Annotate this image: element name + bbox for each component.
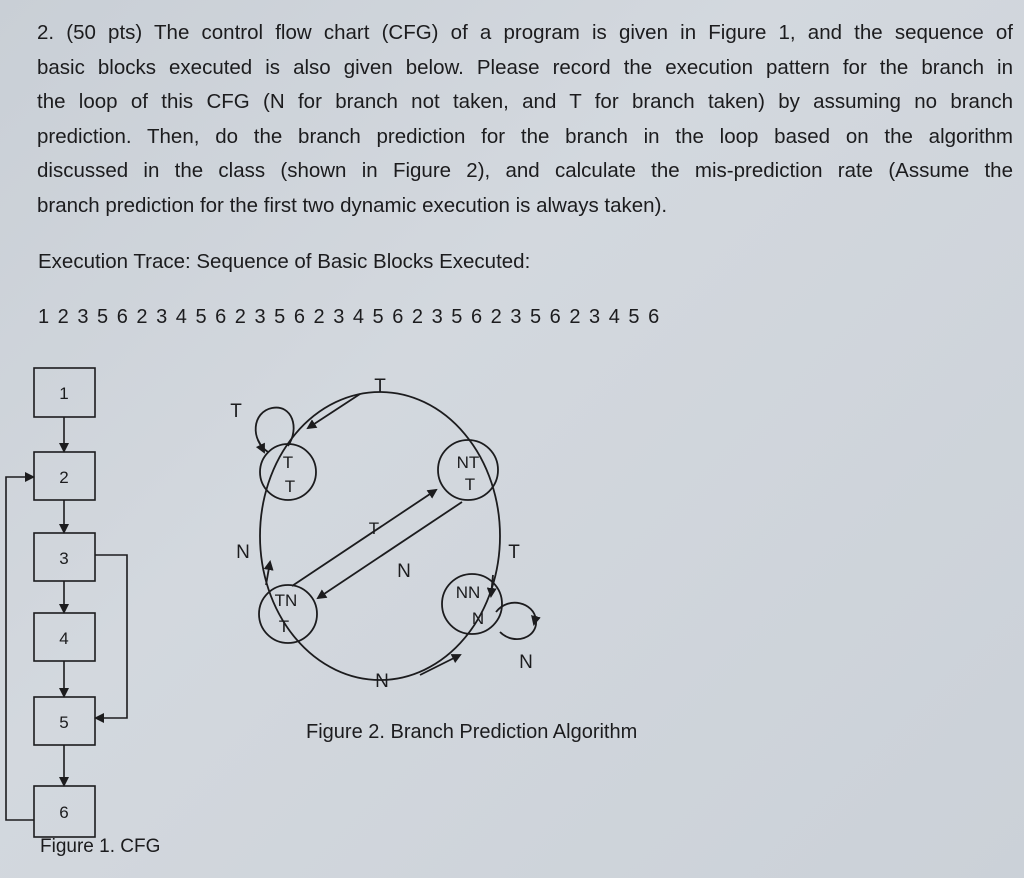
problem-line: basic blocks executed is also given below. Please record the execution pattern for the branch in xyxy=(37,55,1013,79)
state-top-left-label: T xyxy=(284,477,296,496)
cfg-figure xyxy=(6,368,127,837)
trace-sequence: 1 2 3 5 6 2 3 4 5 6 2 3 5 6 2 3 4 5 6 2 3 5 6 2 3 5 6 2 3 4 5 6 xyxy=(38,306,660,328)
predictor-edge-right xyxy=(491,575,493,596)
cfg-block-label: 3 xyxy=(59,549,69,568)
problem-line: the loop of this CFG (N for branch not taken, and T for branch taken) by assuming no branch xyxy=(37,90,1013,113)
cfg-edge-3-5 xyxy=(95,555,127,718)
cfg-block-label: 5 xyxy=(59,713,69,732)
state-bottom-right-label: NN xyxy=(455,583,481,602)
problem-line: discussed in the class (shown in Figure 2), and calculate the mis-prediction rate (Assume the xyxy=(37,159,1013,182)
problem-line: prediction. Then, do the branch prediction for the branch in the loop based on the algorithm xyxy=(37,124,1013,148)
predictor-loop-circle xyxy=(260,392,500,680)
predictor-self-loop-left-arrow xyxy=(258,440,264,452)
state-top-right-label: T xyxy=(464,475,476,494)
edge-label-right: T xyxy=(508,542,520,563)
edge-label-self-left: T xyxy=(230,401,242,422)
edge-label-diag-up: T xyxy=(368,519,380,538)
figure-1-caption: Figure 1. CFG xyxy=(40,836,161,857)
state-top-right-label: NT xyxy=(456,453,480,472)
predictor-edge-diag-down xyxy=(318,502,462,598)
problem-line: branch prediction for the first two dynamic execution is always taken). xyxy=(37,193,668,217)
state-bottom-left-label: TN xyxy=(274,591,298,610)
state-bottom-right-label: N xyxy=(471,609,485,628)
edge-label-bottom: N xyxy=(375,671,389,692)
predictor-edge-top xyxy=(308,394,360,428)
state-top-left-label: T xyxy=(282,453,294,472)
cfg-block-label: 6 xyxy=(59,803,69,822)
predictor-edge-diag-up xyxy=(292,490,436,586)
state-bottom-left-label: T xyxy=(278,617,290,636)
edge-label-left: N xyxy=(236,542,250,563)
predictor-edge-bottom xyxy=(420,655,460,675)
predictor-figure xyxy=(256,392,536,680)
cfg-block-label: 4 xyxy=(59,629,69,648)
edge-label-top: T xyxy=(374,376,386,397)
figure-2-caption: Figure 2. Branch Prediction Algorithm xyxy=(306,721,638,743)
cfg-block-label: 2 xyxy=(59,468,69,487)
problem-line: 2. (50 pts) The control flow chart (CFG) of a program is given in Figure 1, and the sequence of xyxy=(37,21,1013,44)
trace-title: Execution Trace: Sequence of Basic Blocks Executed: xyxy=(38,250,531,273)
edge-label-self-right: N xyxy=(519,652,533,673)
cfg-edge-6-2 xyxy=(6,477,34,820)
cfg-block-label: 1 xyxy=(59,384,69,403)
predictor-edge-left xyxy=(266,562,270,585)
edge-label-diag-down: N xyxy=(397,561,411,582)
